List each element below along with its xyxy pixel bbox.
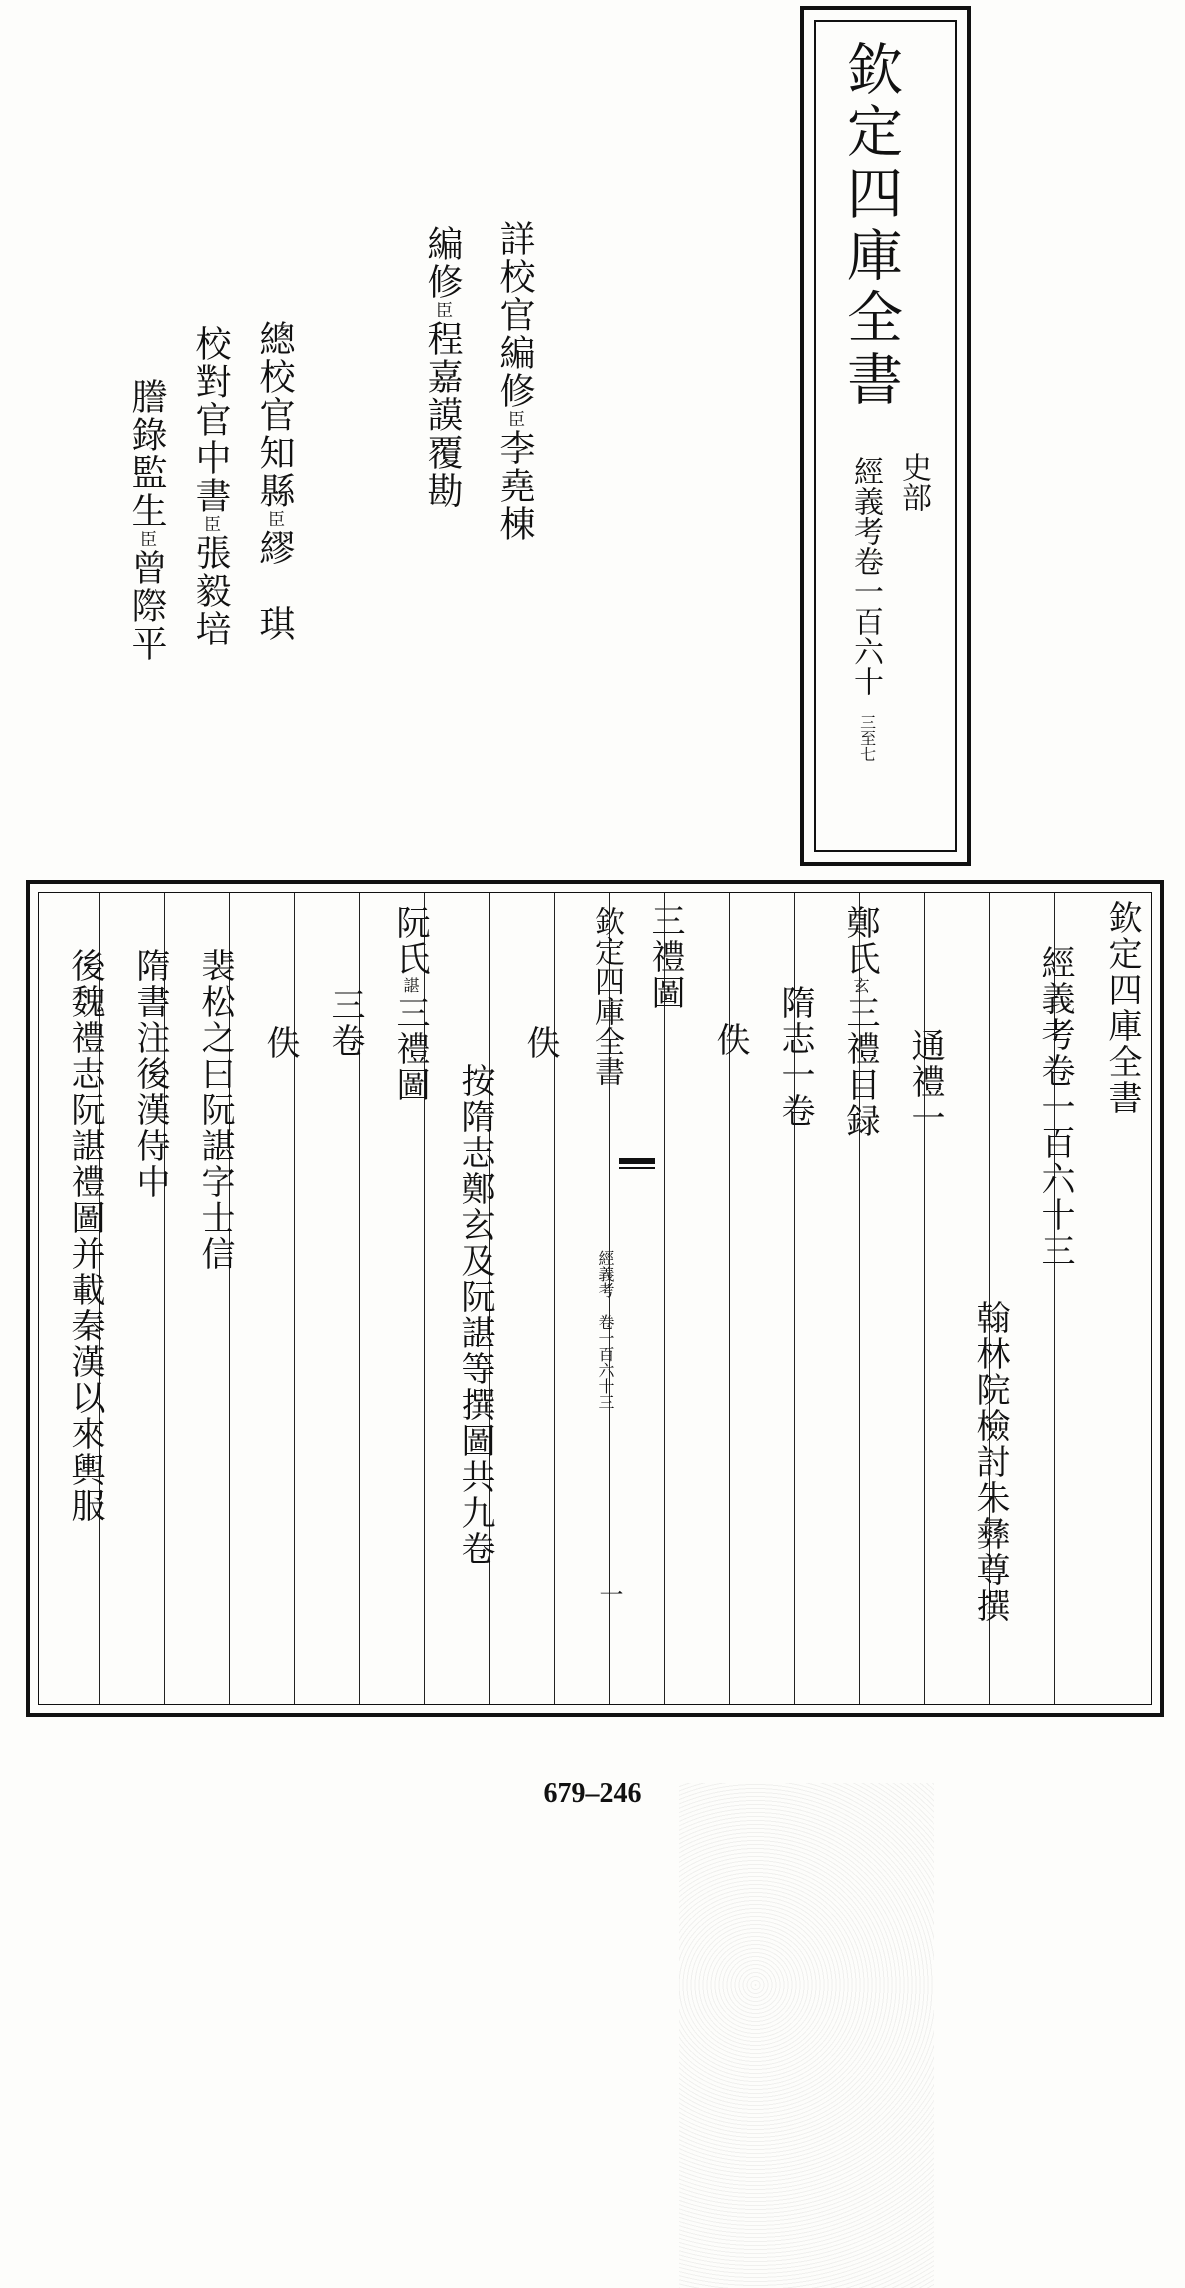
credit-role: 編修 [422,225,463,301]
entry3-record: 三卷 [325,987,365,1059]
margin-page: 一 [595,1582,623,1606]
entry1-status: 佚 [710,1022,750,1058]
credit-name: 繆 琪 [254,529,295,643]
column-rule [729,893,730,1704]
entry3-comment1: 裴松之曰阮諶字士信 [195,948,235,1272]
margin-volume: 經義考 卷一百六十三 [596,1250,615,1410]
cover-category: 史部 [896,452,931,512]
column-rule [554,893,555,1704]
column-rule [924,893,925,1704]
margin-title: 欽定四庫全書 [589,906,624,1086]
credit-mark: 臣 [264,510,284,529]
credit-tenglu [126,378,167,663]
entry1-author-note: 玄 [851,977,870,995]
entry3-status: 佚 [260,1025,300,1061]
entry3-author: 阮氏 [390,905,430,977]
scan-smudge [679,1783,934,2288]
credit-name: 曾際平 [126,549,167,663]
cover-volume: 經義考卷一百六十 [848,456,883,696]
entry1-author: 鄭氏 [840,905,880,977]
page-number: 679–246 [543,1778,642,1809]
credit-role: 詳校官編修 [494,220,535,410]
credit-bianxiu [422,225,463,510]
entry2-title: 三禮圖 [645,903,685,1011]
cover-main-title: 欽定四庫全書 [838,40,903,412]
credit-name: 李堯棟 [494,429,535,543]
author-line: 翰林院檢討朱彝尊撰 [970,1300,1010,1624]
credit-role: 總校官知縣 [254,320,295,510]
credit-jiaodui [190,325,231,648]
entry2-status: 佚 [520,1025,560,1061]
credit-xiangjiao [494,220,535,543]
credit-mark: 臣 [136,530,156,549]
credit-name: 程嘉謨覆勘 [422,320,463,510]
fish-tail-mark [619,1167,655,1169]
entry3-heading [390,905,430,1103]
entry3-title: 三禮圖 [390,995,430,1103]
entry3-author-note: 諶 [401,977,420,995]
credit-name: 張毅培 [190,534,231,648]
entry1-record: 隋志一卷 [775,985,815,1129]
entry1-title: 三禮目録 [840,995,880,1139]
credit-mark: 臣 [200,515,220,534]
credit-role: 校對官中書 [190,325,231,515]
credit-role: 謄錄監生 [126,378,167,530]
entry1-heading [840,905,880,1139]
credit-zongjiao [254,320,295,643]
fish-tail-mark [619,1158,655,1164]
entry2-comment: 按隋志鄭玄及阮諶等撰圖共九卷 [455,1063,495,1567]
entry3-comment3: 後魏禮志阮諶禮圖并載秦漢以來輿服 [65,948,105,1524]
column-rule [294,893,295,1704]
cover-volume-range: 三至七 [857,714,877,762]
credit-mark: 臣 [432,301,452,320]
page-header: 欽定四庫全書 [1102,900,1142,1116]
book-volume: 經義考卷一百六十三 [1035,945,1075,1269]
margin-rule-right [664,893,665,1704]
credit-mark: 臣 [504,410,524,429]
entry3-comment2: 隋書注後漢侍中 [130,948,170,1200]
section-title: 通禮一 [905,1028,945,1136]
